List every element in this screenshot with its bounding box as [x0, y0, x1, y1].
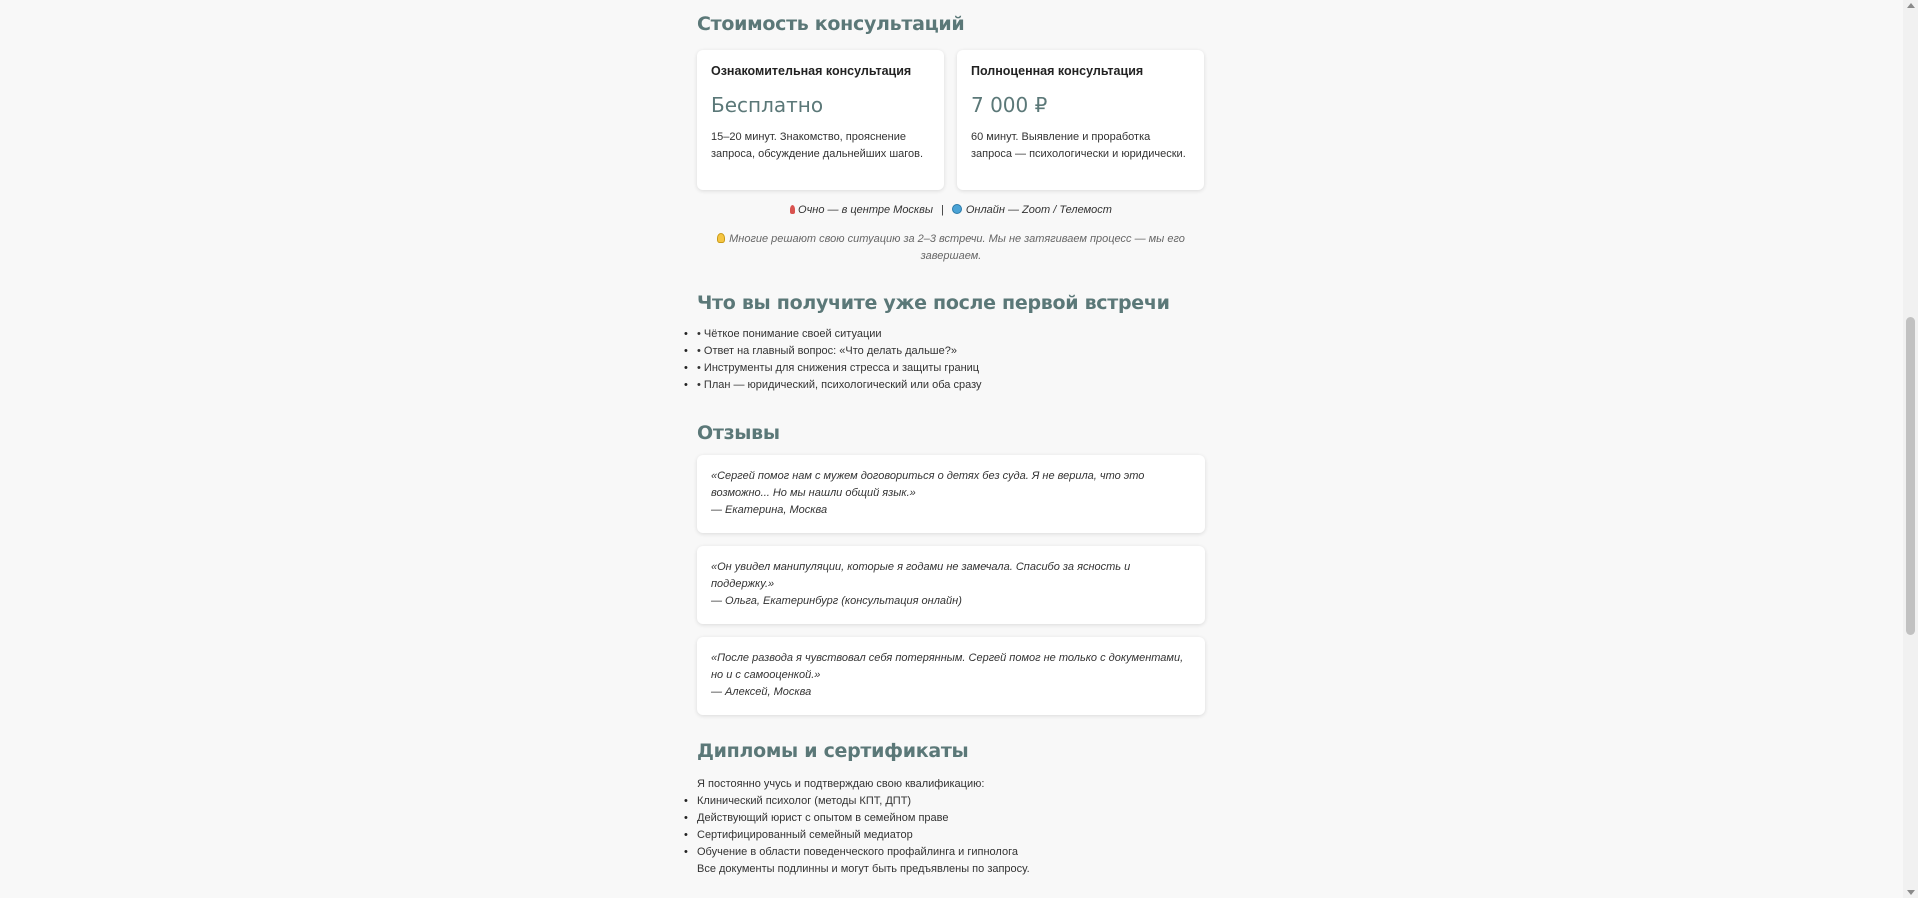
intro-card-price: Бесплатно [711, 93, 824, 117]
list-item: • Действующий юрист с опытом в семейном праве [697, 810, 1018, 827]
list-item: • Сертифицированный семейный медиатор [697, 827, 1018, 844]
pricing-note [697, 231, 1205, 265]
diplomas-outro: Все документы подлинны и могут быть предъявлены по запросу. [697, 863, 1030, 875]
vertical-scrollbar[interactable] [1903, 0, 1918, 898]
full-card-description: 60 минут. Выявление и проработка запроса — психологически и юридически. [971, 131, 1186, 160]
review-text: «Сергей помог нам с мужем договориться о детях без суда. Я не верила, что это возможно... Но мы нашли общий язык.» [711, 470, 1145, 499]
review-card [697, 455, 1205, 533]
globe-icon [952, 204, 962, 214]
list-item: • • План — юридический, психологический или оба сразу [697, 377, 982, 394]
diplomas-intro: Я постоянно учусь и подтверждаю свою квалификацию: [697, 778, 985, 790]
review-card [697, 546, 1205, 624]
format-separator: | [940, 204, 944, 216]
full-card-title: Полноценная консультация [971, 64, 1144, 78]
intro-consultation-card [697, 50, 944, 190]
pricing-title: Стоимость консультаций [697, 13, 965, 35]
reviews-title: Отзывы [697, 422, 780, 444]
results-title: Что вы получите уже после первой встречи [697, 292, 1170, 314]
review-card [697, 637, 1205, 715]
scroll-down-arrow-icon[interactable] [1907, 890, 1915, 895]
list-item: • • Инструменты для снижения стресса и защиты границ [697, 360, 982, 377]
full-consultation-card [957, 50, 1204, 190]
full-card-price: 7 000 ₽ [971, 93, 1048, 117]
pin-icon [790, 205, 795, 214]
review-author: — Екатерина, Москва [711, 504, 828, 516]
review-text: «Он увидел манипуляции, которые я годами не замечала. Спасибо за ясность и поддержку.» [711, 561, 1131, 590]
format-offline: Очно — в центре Москвы [798, 204, 933, 216]
intro-card-description: 15–20 минут. Знакомство, прояснение запроса, обсуждение дальнейших шагов. [711, 131, 924, 160]
pricing-note-text: Многие решают свою ситуацию за 2–3 встречи. Мы не затягиваем процесс — мы его завершаем. [729, 233, 1185, 262]
format-online: Онлайн — Zoom / Телемост [965, 204, 1112, 216]
list-item: • • Ответ на главный вопрос: «Что делать дальше?» [697, 343, 982, 360]
review-author: — Алексей, Москва [711, 686, 812, 698]
review-author: — Ольга, Екатеринбург (консультация онлайн) [711, 595, 962, 607]
diplomas-title: Дипломы и сертификаты [697, 740, 969, 762]
intro-card-title: Ознакомительная консультация [711, 64, 912, 78]
consultation-formats [697, 204, 1205, 216]
diplomas-list [697, 793, 1018, 861]
scroll-up-arrow-icon[interactable] [1907, 3, 1915, 8]
review-text: «После развода я чувствовал себя потерянным. Сергей помог не только с документами, но и с самооценкой.» [711, 652, 1184, 681]
list-item: • Клинический психолог (методы КПТ, ДПТ) [697, 793, 1018, 810]
lightbulb-icon [717, 233, 725, 243]
list-item: • Обучение в области поведенческого профайлинга и гипнолога [697, 844, 1018, 861]
list-item: • • Чёткое понимание своей ситуации [697, 326, 982, 343]
results-list [697, 326, 982, 394]
scrollbar-thumb[interactable] [1906, 317, 1915, 635]
